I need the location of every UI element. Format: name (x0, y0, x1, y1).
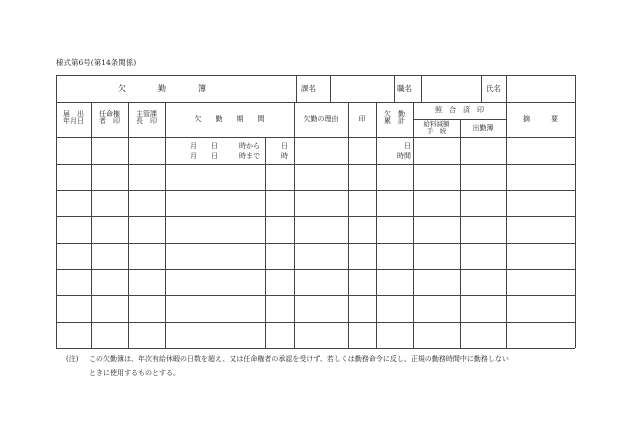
rule-col-7 (376, 102, 377, 348)
rule-col-8 (413, 102, 414, 348)
rule-col-9 (460, 119, 461, 348)
rule-col-3 (165, 102, 166, 348)
header-remarks: 摘 要 (523, 115, 558, 123)
note-line-1: この欠勤簿は、年次有給休暇の日数を超え、又は任命権者の承認を受けず、若しくは勤務命令に反し、正規の勤務時間中に勤務しない (89, 355, 509, 363)
total-days: 日 (404, 142, 411, 150)
header-verification: 照 合 済 印 (435, 106, 484, 114)
form-title: 欠 勤 簿 (118, 84, 206, 93)
period-from: 月 日 時から 日 (190, 142, 288, 150)
header-absence-period: 欠 勤 期 間 (194, 115, 265, 123)
rule-col-1 (91, 102, 92, 348)
header-salary-reduction: 給料減額 手 続 (423, 120, 450, 135)
rule-top (56, 75, 575, 76)
header-seal: 印 (358, 115, 366, 123)
name-label: 氏名 (486, 84, 501, 93)
rule-col-4 (265, 137, 266, 348)
form-number: 様式第6号(第14条関係) (56, 58, 137, 67)
rule-col-5 (294, 102, 295, 348)
rule-bottom (56, 348, 575, 349)
name-input[interactable] (507, 76, 574, 101)
total-hours: 時間 (397, 152, 411, 160)
header-attendance-book: 出勤簿 (472, 124, 494, 132)
header-report-date: 届 出 年月日 (63, 110, 84, 126)
rule-col-6 (348, 102, 349, 348)
rule-row-6 (56, 295, 575, 296)
rule-row-1 (56, 164, 575, 165)
header-supervisor-seal: 主管課 長 印 (136, 110, 157, 126)
section-label: 課名 (301, 84, 316, 93)
rule-col-10 (506, 102, 507, 348)
rule-col-2 (128, 102, 129, 348)
rule-right (575, 75, 576, 348)
rule-title-3 (394, 75, 395, 102)
period-to: 月 日 時まで 時 (190, 152, 288, 160)
section-input[interactable] (331, 76, 393, 101)
rule-row-2 (56, 190, 575, 191)
position-input[interactable] (422, 76, 480, 101)
rule-row-5 (56, 269, 575, 270)
note-line-2: ときに使用するものとする。 (89, 369, 180, 377)
header-absence-reason: 欠勤の理由 (303, 115, 339, 123)
rule-title-5 (481, 75, 482, 102)
rule-row-4 (56, 243, 575, 244)
rule-title-1 (296, 75, 297, 102)
position-label: 職名 (397, 84, 412, 93)
rule-header-bottom (56, 137, 575, 138)
rule-row-3 (56, 216, 575, 217)
rule-title-bottom (56, 102, 575, 103)
rule-row-7 (56, 322, 575, 323)
header-appointer-seal: 任命権 者 印 (99, 110, 120, 126)
note-label: (注) (66, 355, 79, 363)
header-absence-total: 欠 勤 累 計 (384, 110, 405, 126)
